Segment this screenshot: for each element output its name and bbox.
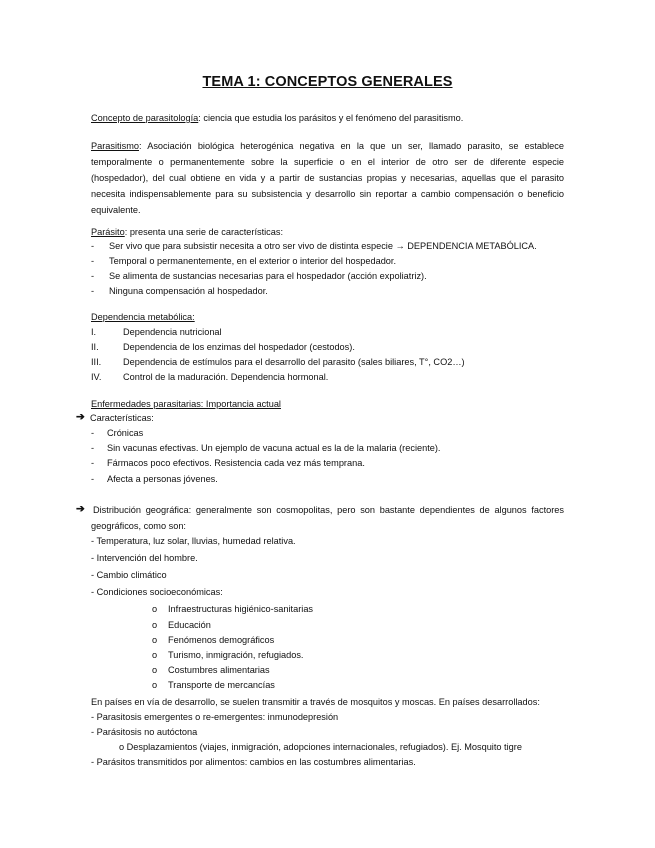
parasito-dash-2: - xyxy=(91,271,95,281)
enfermedades-heading: Enfermedades parasitarias: Importancia actual xyxy=(91,399,281,409)
dependencia-item: Dependencia nutricional xyxy=(123,327,222,337)
arrow-icon: ➔ xyxy=(76,411,85,423)
dependencia-item: Dependencia de estímulos para el desarrollo del parasito (sales biliares, T°, CO2…) xyxy=(123,357,465,367)
caracteristica-dash-0: - xyxy=(91,428,95,438)
concepto-paragraph xyxy=(91,112,463,124)
parasito-item: Ser vivo que para subsistir necesita a otro ser vivo de distinta especie → DEPENDENCIA METABÓLICA. xyxy=(109,241,537,251)
no-autoctona-text: - Parásitosis no autóctona xyxy=(91,727,198,737)
parasitismo-text: : Asociación biológica heterogénica negativa en la que un ser, llamado parasito, se establece temporalmente o permanentemente sobre la superficie o en el interior de otro ser de diferente especie (hospedador), del cual obtiene en vida y a partir de sustancias propias y necesarias, aquellas que el parasito necesita indispensablemente para su subsistencia y desarrollo sin reportar a cambio compensación o beneficio equivalente. xyxy=(91,141,564,215)
bullet-o: o xyxy=(152,665,158,675)
dependencia-item: Dependencia de los enzimas del hospedador (cestodos). xyxy=(123,342,355,352)
caracteristica-item: Sin vacunas efectivas. Un ejemplo de vacuna actual es la de la malaria (reciente). xyxy=(107,443,441,453)
paises-text: En países en vía de desarrollo, se suelen transmitir a través de mosquitos y moscas. En países desarrollados: xyxy=(91,697,540,707)
socio-item: Educación xyxy=(168,620,211,630)
caracteristica-dash-2: - xyxy=(91,458,95,468)
caracteristica-item: Crónicas xyxy=(107,428,144,438)
parasito-item: Ninguna compensación al hospedador. xyxy=(109,286,268,296)
socio-item: Costumbres alimentarias xyxy=(168,665,270,675)
caracteristicas-label: Características: xyxy=(90,413,154,423)
arrow-icon: ➔ xyxy=(76,503,85,515)
parasito-item: Temporal o permanentemente, en el exterior o interior del hospedador. xyxy=(109,256,397,266)
parasito-dash-3: - xyxy=(91,286,95,296)
caracteristica-item: Fármacos poco efectivos. Resistencia cada vez más temprana. xyxy=(107,458,365,468)
distribucion-paragraph: Distribución geográfica: generalmente son cosmopolitas, pero son bastante dependientes de algunos factores geográficos, como son: xyxy=(91,505,564,531)
concepto-label: Concepto de parasitología xyxy=(91,113,199,123)
factor-item: - Intervención del hombre. xyxy=(91,553,198,563)
bullet-o: o xyxy=(152,650,158,660)
alimentos-text: - Parásitos transmitidos por alimentos: cambios en las costumbres alimentarias. xyxy=(91,757,416,767)
caracteristica-item: Afecta a personas jóvenes. xyxy=(107,474,218,484)
caracteristica-dash-1: - xyxy=(91,443,95,453)
parasito-item: Se alimenta de sustancias necesarias para el hospedador (acción expoliatriz). xyxy=(109,271,427,281)
parasitismo-paragraph xyxy=(91,138,564,218)
bullet-o: o xyxy=(152,620,158,630)
concepto-text: : ciencia que estudia los parásitos y el fenómeno del parasitismo. xyxy=(198,113,464,123)
emergentes-text: - Parasitosis emergentes o re-emergentes: inmunodepresión xyxy=(91,712,339,722)
dependencia-num: II. xyxy=(91,342,99,352)
dependencia-item: Control de la maduración. Dependencia hormonal. xyxy=(123,372,329,382)
bullet-o: o xyxy=(152,680,158,690)
socio-item: Turismo, inmigración, refugiados. xyxy=(168,650,304,660)
socio-item: Fenómenos demográficos xyxy=(168,635,275,645)
dependencia-num: I. xyxy=(91,327,97,337)
socio-item: Transporte de mercancías xyxy=(168,680,275,690)
desplazamientos-text: o Desplazamientos (viajes, inmigración, adopciones internacionales, refugiados). Ej. Mosquito tigre xyxy=(119,742,522,752)
parasito-label: Parásito xyxy=(91,227,125,237)
socio-item: Infraestructuras higiénico-sanitarias xyxy=(168,604,314,614)
caracteristica-dash-3: - xyxy=(91,474,95,484)
factor-item: - Condiciones socioeconómicas: xyxy=(91,587,223,597)
factor-item: - Cambio climático xyxy=(91,570,167,580)
parasito-dash-1: - xyxy=(91,256,95,266)
parasito-heading xyxy=(91,226,283,238)
parasito-dash-0: - xyxy=(91,241,95,251)
dependencia-num: III. xyxy=(91,357,102,367)
factor-item: - Temperatura, luz solar, lluvias, humedad relativa. xyxy=(91,536,296,546)
bullet-o: o xyxy=(152,635,158,645)
page-title: TEMA 1: CONCEPTOS GENERALES xyxy=(202,74,453,90)
parasitismo-label: Parasitismo xyxy=(91,141,139,151)
dependencia-heading: Dependencia metabólica: xyxy=(91,312,195,322)
dependencia-num: IV. xyxy=(91,372,102,382)
parasito-text: : presenta una serie de características: xyxy=(124,227,284,237)
bullet-o: o xyxy=(152,604,158,614)
